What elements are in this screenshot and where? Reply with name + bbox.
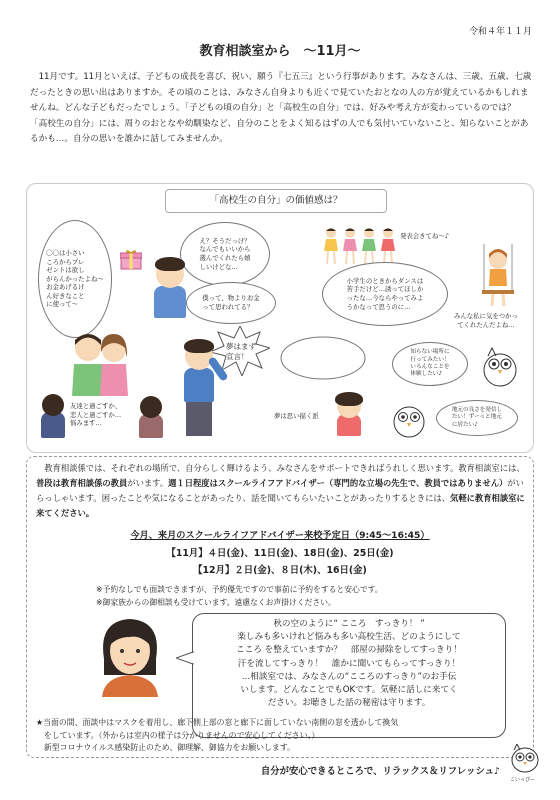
- bubble-line: ったな…今ならやってみよ: [346, 294, 424, 302]
- friend-line: 友達と過ごすか、: [70, 402, 122, 410]
- bubble-line: に使って～: [46, 300, 79, 309]
- dream-line: 夢はまず: [226, 342, 256, 351]
- bubble-bird-travel: [392, 342, 468, 386]
- bubble-line: え？そうだっけ？: [199, 236, 251, 245]
- notice-line: ★当面の間、面談中はマスクを着用し、廊下側上部の窓と廊下に面していない南側の窓を透かして換気: [36, 718, 399, 727]
- desc-text: がいます。: [127, 478, 169, 488]
- bubble-line: お金あげるけ: [46, 283, 85, 292]
- speech-line: 楽しみも多いけれど悩みも多い高校生活、どのようにして: [237, 632, 461, 643]
- bird-mascot-icon: [480, 344, 520, 388]
- bubble-line: ゼントは欲し: [46, 266, 85, 275]
- footer-message: 自分が安心できるところで、リラックス＆リフレッシュ♪: [260, 766, 500, 777]
- speech-line: 秋の空のように“ こころ すっきり！ ”: [273, 619, 425, 629]
- swing-line: てくれたんだよね…: [457, 320, 515, 329]
- bubble-dance: [322, 262, 448, 326]
- issue-date: 令和４年１１月: [468, 27, 532, 37]
- speech-line: ださい。お聴きした話の秘密は守ります。: [267, 698, 431, 709]
- desc-bold: 気軽に教育相談室に来てください。: [36, 493, 525, 518]
- bubble-line: 行ってみたい！: [410, 356, 450, 363]
- swing-text: [454, 312, 518, 329]
- bubble-line: しいけどな…: [199, 262, 238, 271]
- boy-illustration: [150, 256, 190, 318]
- desc-text: 教育相談係では、それぞれの場所で、自分らしく輝けるよう、みなさんをサポートできればうれしく思います。教育相談室には、: [44, 463, 525, 473]
- friend-line: 悩みます…: [70, 419, 102, 428]
- bubble-line: 〇〇は小さい: [46, 248, 85, 257]
- counselor-avatar: [96, 615, 164, 697]
- swing-girl-illustration: [476, 244, 520, 310]
- mascot-icon: [508, 744, 542, 776]
- bubble-line: 知らない場所に: [410, 349, 450, 356]
- ventilation-notice: [36, 717, 506, 755]
- bubble-line: なんでもいいから: [199, 245, 251, 254]
- bubble-line: 体験したい♪: [410, 371, 442, 378]
- notice-line: をしています。（外からは室内の様子は分かりませんので安心してください。）: [36, 730, 320, 740]
- bird-mascot-icon: [390, 400, 428, 440]
- speech-line: いします。どんなことでもOKです。気軽に話しに来てく: [240, 685, 458, 696]
- dream-text: [226, 342, 256, 362]
- friend-line: 恋人と過ごすか…: [70, 410, 122, 419]
- page-title: 教育相談室から ～11月～: [199, 44, 361, 59]
- desc-text: がいらっしゃいます。困ったことや気になることがあったり、話を聞いてもらいたいことがあったりするときには、: [36, 478, 524, 503]
- question-box: 「高校生の自分」の価値感は？: [165, 189, 387, 213]
- boy-pointing-illustration: [178, 338, 222, 438]
- speech-line: こころ を整えていますか？ 部屋の掃除をしてすっきり！: [236, 645, 462, 656]
- bubble-line: ん好きなこと: [46, 291, 85, 300]
- notice-line: 新型コロナウイルス感染防止のため、御理解、御協力をお願いします。: [36, 743, 295, 752]
- friend-right-illustration: [138, 396, 164, 438]
- bubble-childhood: [38, 220, 112, 338]
- bubble-line: 僕って、物よりお金: [202, 294, 260, 303]
- thought-cloud: [278, 334, 368, 384]
- mascot-label: こいっぴー: [510, 777, 536, 783]
- speech-line: 汗を流してすっきり！ 誰かに聞いてもらってすっきり！: [237, 658, 461, 669]
- bubble-line: うかなって思うのに…: [346, 302, 411, 311]
- friend-text: [70, 402, 121, 428]
- bubble-line: 苦手だけど…誘ってほしか: [346, 285, 424, 294]
- bubble-line: がらんかったよね～: [46, 274, 104, 283]
- bubble-line: に居たい♪: [451, 421, 478, 428]
- speech-line: …相談室では、みなさんの“こころのすっきり”のお手伝: [241, 671, 457, 682]
- bubble-line: って思われてる？: [202, 303, 254, 311]
- swing-line: みんな私に気をつかっ: [454, 312, 518, 320]
- bubble-line: 小学生のときからダンスは: [346, 276, 424, 285]
- bubble-line: いろんなことを: [410, 364, 450, 370]
- intro-paragraph: 11月です。11月といえば、子どもの成長を喜び、祝い、願う『七五三』という行事があります。みなさんは、三歳、五歳、七歳だったときの思い出はありますか。その頃のことは、みなさん自身よりも近くで見ていたおとなの人の方が覚えているかもしれませんね。どんな子どもだったでしょう。「子どもの頃の自分」と「高校生の自分」では、好みや考え方が変わっているのでは？「高校生の自分」には、周りのおとなや幼馴染など、自分のことをよく知るはずの人でも気付いていないこと、知らないことがあるかも…。自分の思いを誰かに話してみませんか。: [30, 72, 532, 144]
- bubble-money: [186, 282, 276, 324]
- dream-line: 宣言！: [226, 352, 249, 361]
- bubble-bird-local: [436, 400, 518, 436]
- couple-illustration: [70, 328, 132, 396]
- dream-small-text: 夢は思い描く派: [274, 412, 319, 420]
- gift-icon: [120, 250, 142, 270]
- bubble-line: 地元の良さを発信し: [451, 406, 503, 413]
- speech-tail: [176, 650, 194, 664]
- girl-thinking-illustration: [334, 392, 364, 436]
- counseling-description: [36, 461, 526, 521]
- schedule-december: 【12月】２日(金)、８日(木)、16日(金): [193, 565, 367, 576]
- bubble-line: 選んでくれたら嬉: [199, 254, 251, 262]
- reservation-note: ※予約なしでも面談できますが、予約優先ですので事前に予約をすると安心です。: [96, 585, 383, 594]
- schedule-november: 【11月】４日(金)、11日(金)、18日(金)、25日(金): [166, 548, 394, 559]
- schedule-title: 今月、来月のスクールライフアドバイザー来校予定日（9:45～16:45）: [130, 530, 430, 541]
- bubble-line: ころからプレ: [46, 257, 85, 266]
- desc-bold: 普段は教育相談係の教員: [36, 478, 128, 488]
- bubble-line: たい！ずーっと地元: [451, 414, 502, 421]
- friend-left-illustration: [40, 394, 66, 438]
- desc-bold: 週１日程度はスクールライフアドバイザー（専門的な立場の先生で、教員ではありません）: [168, 478, 508, 488]
- dance-recital-text: 発表会きてね～♪: [400, 232, 449, 240]
- bubble-surprised: [180, 222, 270, 286]
- family-note: ※御家族からの御相談も受けています。遠慮なくお声掛けください。: [96, 598, 336, 607]
